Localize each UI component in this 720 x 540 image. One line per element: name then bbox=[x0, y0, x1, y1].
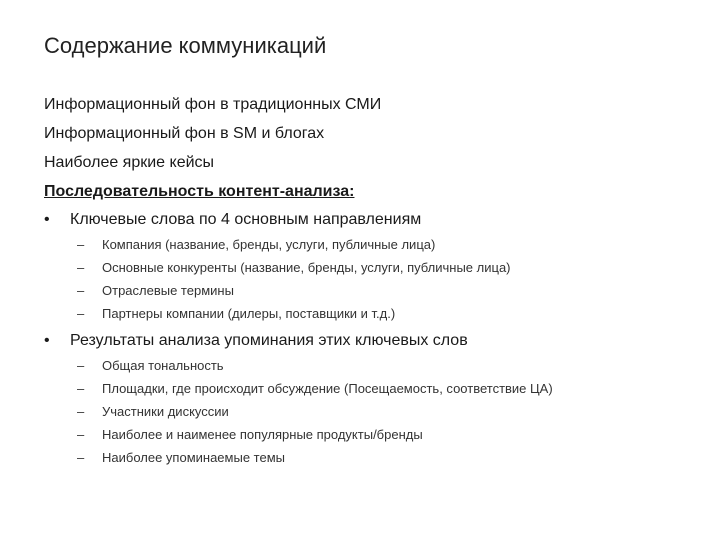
dash-icon: – bbox=[77, 381, 85, 396]
sub-item-text: Наиболее упоминаемые темы bbox=[102, 450, 285, 465]
bullet-text: Ключевые слова по 4 основным направлениям bbox=[70, 211, 422, 228]
sub-item-text: Наиболее и наименее популярные продукты/бренды bbox=[102, 427, 423, 442]
sub-item-text: Общая тональность bbox=[102, 358, 224, 373]
dash-icon: – bbox=[77, 404, 85, 419]
content-line: Информационный фон в SM и блогах bbox=[44, 125, 325, 142]
dash-icon: – bbox=[77, 237, 85, 252]
bullet-item bbox=[44, 209, 421, 231]
sub-item-text: Компания (название, бренды, услуги, публичные лица) bbox=[102, 237, 436, 252]
dash-icon: – bbox=[77, 427, 85, 442]
dash-icon: – bbox=[77, 260, 85, 275]
sub-item bbox=[77, 380, 553, 398]
sub-item bbox=[77, 449, 285, 467]
sub-item-text: Участники дискуссии bbox=[102, 404, 229, 419]
sub-item bbox=[77, 259, 511, 277]
bullet-item bbox=[44, 330, 468, 352]
sub-item-text: Отраслевые термины bbox=[102, 283, 234, 298]
bullet-icon: • bbox=[44, 211, 50, 228]
sub-item-text: Основные конкуренты (название, бренды, услуги, публичные лица) bbox=[102, 260, 511, 275]
sub-item bbox=[77, 357, 224, 375]
content-line: Информационный фон в традиционных СМИ bbox=[44, 96, 382, 113]
dash-icon: – bbox=[77, 358, 85, 373]
dash-icon: – bbox=[77, 450, 85, 465]
sub-item bbox=[77, 305, 395, 323]
sub-item bbox=[77, 403, 229, 421]
dash-icon: – bbox=[77, 306, 85, 321]
content-line: Наиболее яркие кейсы bbox=[44, 154, 215, 171]
sub-item-text: Партнеры компании (дилеры, поставщики и т.д.) bbox=[102, 306, 396, 321]
bullet-text: Результаты анализа упоминания этих ключевых слов bbox=[70, 332, 468, 349]
sub-item bbox=[77, 282, 234, 300]
section-heading: Последовательность контент-анализа: bbox=[44, 183, 355, 200]
slide-title: Содержание коммуникаций bbox=[44, 33, 327, 58]
bullet-icon: • bbox=[44, 332, 50, 349]
sub-item bbox=[77, 426, 423, 444]
dash-icon: – bbox=[77, 283, 85, 298]
sub-item bbox=[77, 236, 435, 254]
sub-item-text: Площадки, где происходит обсуждение (Посещаемость, соответствие ЦА) bbox=[102, 381, 553, 396]
